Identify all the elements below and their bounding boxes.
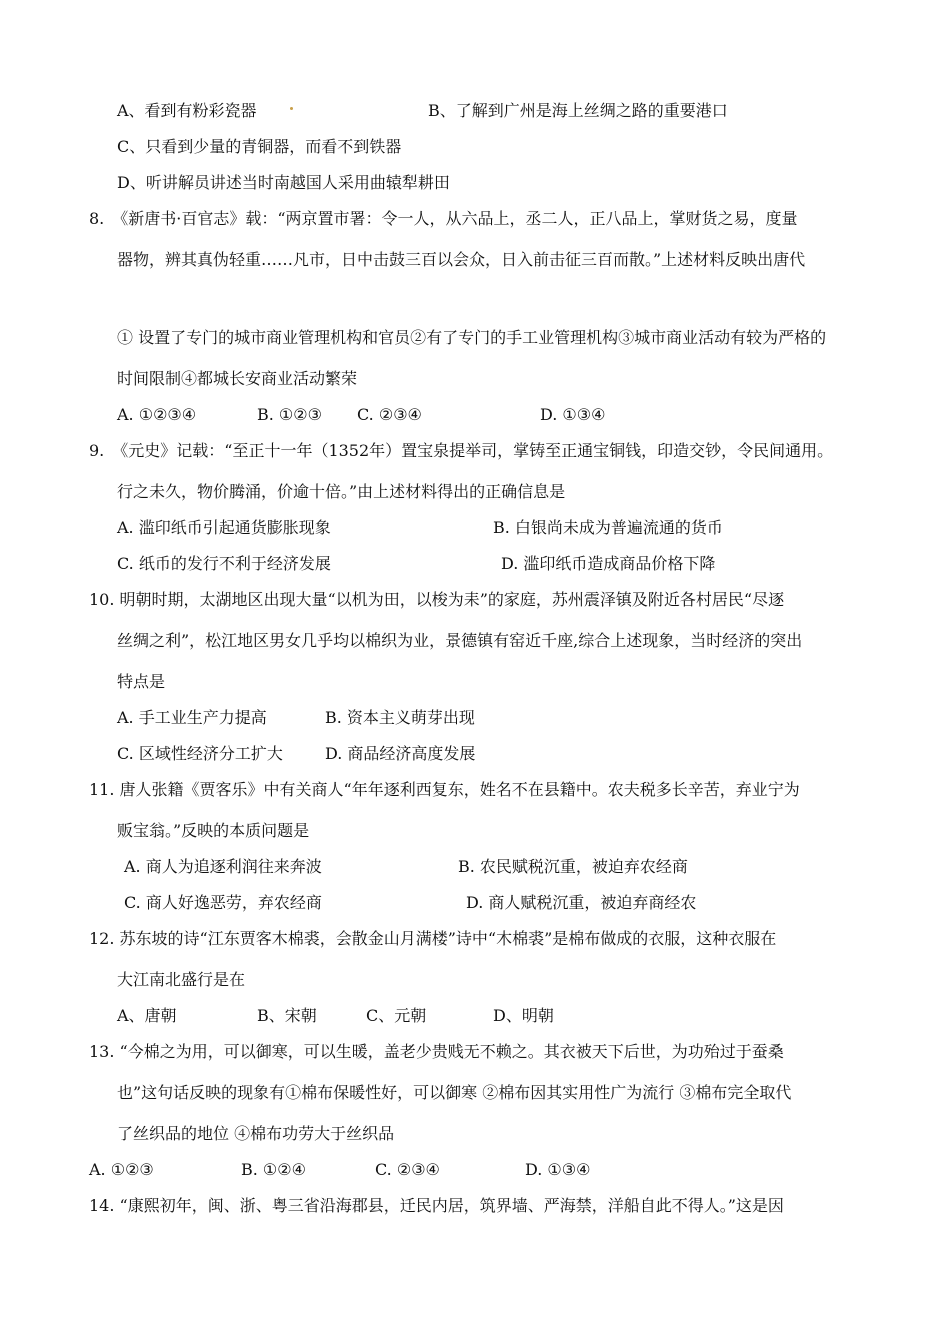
q10-stem-line1: 10. 明朝时期，太湖地区出现大量“以机为田，以梭为耒”的家庭，苏州震泽镇及附近各村居民“尽逐	[89, 590, 785, 609]
q10-option-a: A. 手工业生产力提高	[117, 708, 267, 727]
q13-option-d: D. ①③④	[525, 1160, 591, 1179]
q12-stem-line2: 大江南北盛行是在	[117, 970, 246, 989]
q10-option-c: C. 区域性经济分工扩大	[117, 744, 283, 763]
q8-stem-line4: 时间限制④都城长安商业活动繁荣	[117, 369, 358, 388]
q13-stem-line1: 13. “今棉之为用，可以御寒，可以生暖，盖老少贵贱无不赖之。其衣被天下后世，为功殆过于蚕桑	[89, 1042, 784, 1061]
q13-option-c: C. ②③④	[375, 1160, 440, 1179]
q13-option-a: A. ①②③	[89, 1160, 154, 1179]
q9-option-b: B. 白银尚未成为普遍流通的货币	[493, 518, 723, 537]
q12-option-c: C、元朝	[366, 1006, 427, 1025]
q13-stem-line2: 也”这句话反映的现象有①棉布保暖性好，可以御寒 ②棉布因其实用性广为流行 ③棉布完全取代	[117, 1083, 792, 1102]
q11-stem-line1: 11. 唐人张籍《贾客乐》中有关商人“年年逐利西复东，姓名不在县籍中。农夫税多长辛苦，弃业宁为	[89, 780, 800, 799]
q8-stem-line2: 器物，辨其真伪轻重……凡市，日中击鼓三百以会众，日入前击征三百而散。”上述材料反映出唐代	[117, 250, 806, 269]
q7-option-d: D、听讲解员讲述当时南越国人采用曲辕犁耕田	[117, 173, 450, 192]
q12-option-a: A、唐朝	[117, 1006, 177, 1025]
q11-option-d: D. 商人赋税沉重，被迫弃商经农	[466, 893, 697, 912]
stray-mark	[290, 107, 293, 110]
q7-option-c: C、只看到少量的青铜器，而看不到铁器	[117, 137, 402, 156]
q10-stem-line2: 丝绸之利”，松江地区男女几乎均以棉织为业，景德镇有窑近千座,综合上述现象，当时经济的突出	[117, 631, 803, 650]
q10-option-d: D. 商品经济高度发展	[325, 744, 476, 763]
q14-stem-line1: 14. “康熙初年，闽、浙、粤三省沿海郡县，迁民内居，筑界墙、严海禁，洋船自此不得人。”这是因	[89, 1196, 784, 1215]
q9-stem-line1: 9. 《元史》记载：“至正十一年（1352年）置宝泉提举司，掌铸至正通宝铜钱，印造交钞，令民间通用。	[89, 441, 834, 460]
q10-stem-line3: 特点是	[117, 672, 166, 691]
q8-option-b: B. ①②③	[257, 405, 322, 424]
q12-stem-line1: 12. 苏东坡的诗“江东贾客木棉裘，会散金山月满楼”诗中“木棉裘”是棉布做成的衣服，这种衣服在	[89, 929, 777, 948]
q9-option-d: D. 滥印纸币造成商品价格下降	[501, 554, 716, 573]
q7-option-b: B、了解到广州是海上丝绸之路的重要港口	[428, 101, 728, 120]
q10-option-b: B. 资本主义萌芽出现	[325, 708, 475, 727]
q9-option-c: C. 纸币的发行不利于经济发展	[117, 554, 331, 573]
q13-stem-line3: 了丝织品的地位 ④棉布功劳大于丝织品	[117, 1124, 395, 1143]
q11-option-c: C. 商人好逸恶劳，弃农经商	[124, 893, 322, 912]
q12-option-b: B、宋朝	[257, 1006, 317, 1025]
q8-option-d: D. ①③④	[540, 405, 606, 424]
q8-stem-line3: ① 设置了专门的城市商业管理机构和官员②有了专门的手工业管理机构③城市商业活动有较为严格的	[117, 328, 827, 347]
q9-option-a: A. 滥印纸币引起通货膨胀现象	[117, 518, 331, 537]
q13-option-b: B. ①②④	[241, 1160, 306, 1179]
q8-option-a: A. ①②③④	[117, 405, 197, 424]
q11-option-b: B. 农民赋税沉重，被迫弃农经商	[458, 857, 688, 876]
q11-stem-line2: 贩宝翁。”反映的本质问题是	[117, 821, 310, 840]
q7-option-a: A、看到有粉彩瓷器	[117, 101, 257, 120]
q8-option-c: C. ②③④	[357, 405, 422, 424]
q12-option-d: D、明朝	[493, 1006, 554, 1025]
q11-option-a: A. 商人为追逐利润往来奔波	[124, 857, 322, 876]
q9-stem-line2: 行之未久，物价腾涌，价逾十倍。”由上述材料得出的正确信息是	[117, 482, 566, 501]
q8-stem-line1: 8. 《新唐书·百官志》载：“两京置市署：令一人，从六品上，丞二人，正八品上，掌财货之易，度量	[89, 209, 798, 228]
